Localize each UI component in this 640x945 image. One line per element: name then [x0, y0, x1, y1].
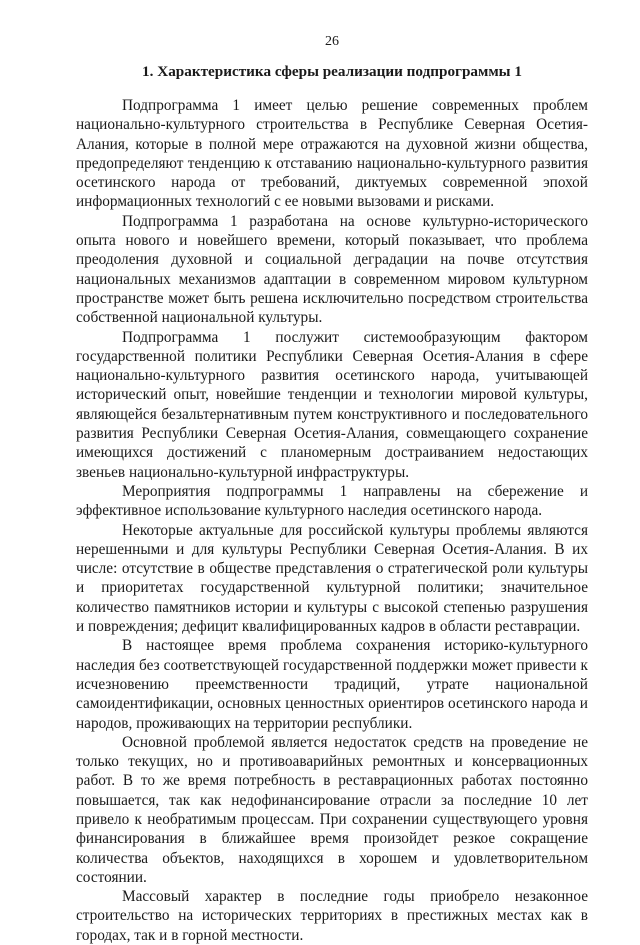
paragraph: Мероприятия подпрограммы 1 направлены на сбережение и эффективное использование культурного наследия осетинского народа. — [76, 482, 588, 520]
paragraph: Подпрограмма 1 имеет целью решение современных проблем национально-культурного строительства в Республике Северная Осетия-Алания, которые в полной мере отражаются на духовной жизни общества, предопределяют тенденцию к отставанию национально-культурного развития осетинского народа от требований, диктуемых современной эпохой информационных технологий с ее новыми вызовами и рисками. — [76, 97, 588, 211]
paragraph: Некоторые актуальные для российской культуры проблемы являются нерешенными и для культуры Республики Северная Осетия-Алания. В их числе: отсутствие в обществе представления о стратегической роли культуры и приоритетах государственной культурной политики; значительное количество памятников истории и культуры с высокой степенью разрушения и повреждения; дефицит квалифицированных кадров в области реставрации. — [76, 521, 588, 636]
paragraph: Подпрограмма 1 послужит системообразующим фактором государственной политики Республики Северная Осетия-Алания в сфере национально-культурного развития осетинского народа, учитывающей исторический опыт, новейшие тенденции и технологии мировой культуры, являющейся безальтернативным путем конструктивного и последовательного развития Республики Северная Осетия-Алания, совмещающего сохранение имеющихся достижений с планомерным достраиванием недостающих звеньев национально-культурной инфраструктуры. — [76, 328, 588, 481]
paragraph: Массовый характер в последние годы приобрело незаконное строительство на исторических территориях в престижных местах как в городах, так и в горной местности. — [76, 888, 588, 944]
paragraph: Подпрограмма 1 разработана на основе культурно-исторического опыта нового и новейшего времени, который показывает, что проблема преодоления духовной и социальной деградации на почве отсутствия национальных механизмов адаптации в современном мировом культурном пространстве может быть решена исключительно посредством строительства собственной национальной культуры. — [76, 212, 588, 327]
paragraph: В настоящее время проблема сохранения историко-культурного наследия без соответствующей государственной поддержки может привести к исчезновению преемственности традиций, утрате национальной самоидентификации, основных ценностных ориентиров осетинского народа и народов, проживающих на территории республики. — [76, 637, 588, 732]
body-text — [76, 96, 588, 945]
document-page — [76, 0, 588, 944]
section-heading: 1. Характеристика сферы реализации подпрограммы 1 — [142, 63, 522, 80]
paragraph: Основной проблемой является недостаток средств на проведение не только текущих, но и противоаварийных ремонтных и консервационных работ. В то же время потребность в реставрационных работах постоянно повышается, так как недофинансирование отрасли за последние 10 лет привело к необратимым процессам. При сохранении существующего уровня финансирования в ближайшее время произойдет резкое сокращение количества объектов, находящихся в хорошем и удовлетворительном состоянии. — [76, 733, 588, 886]
page-number: 26 — [325, 34, 339, 49]
